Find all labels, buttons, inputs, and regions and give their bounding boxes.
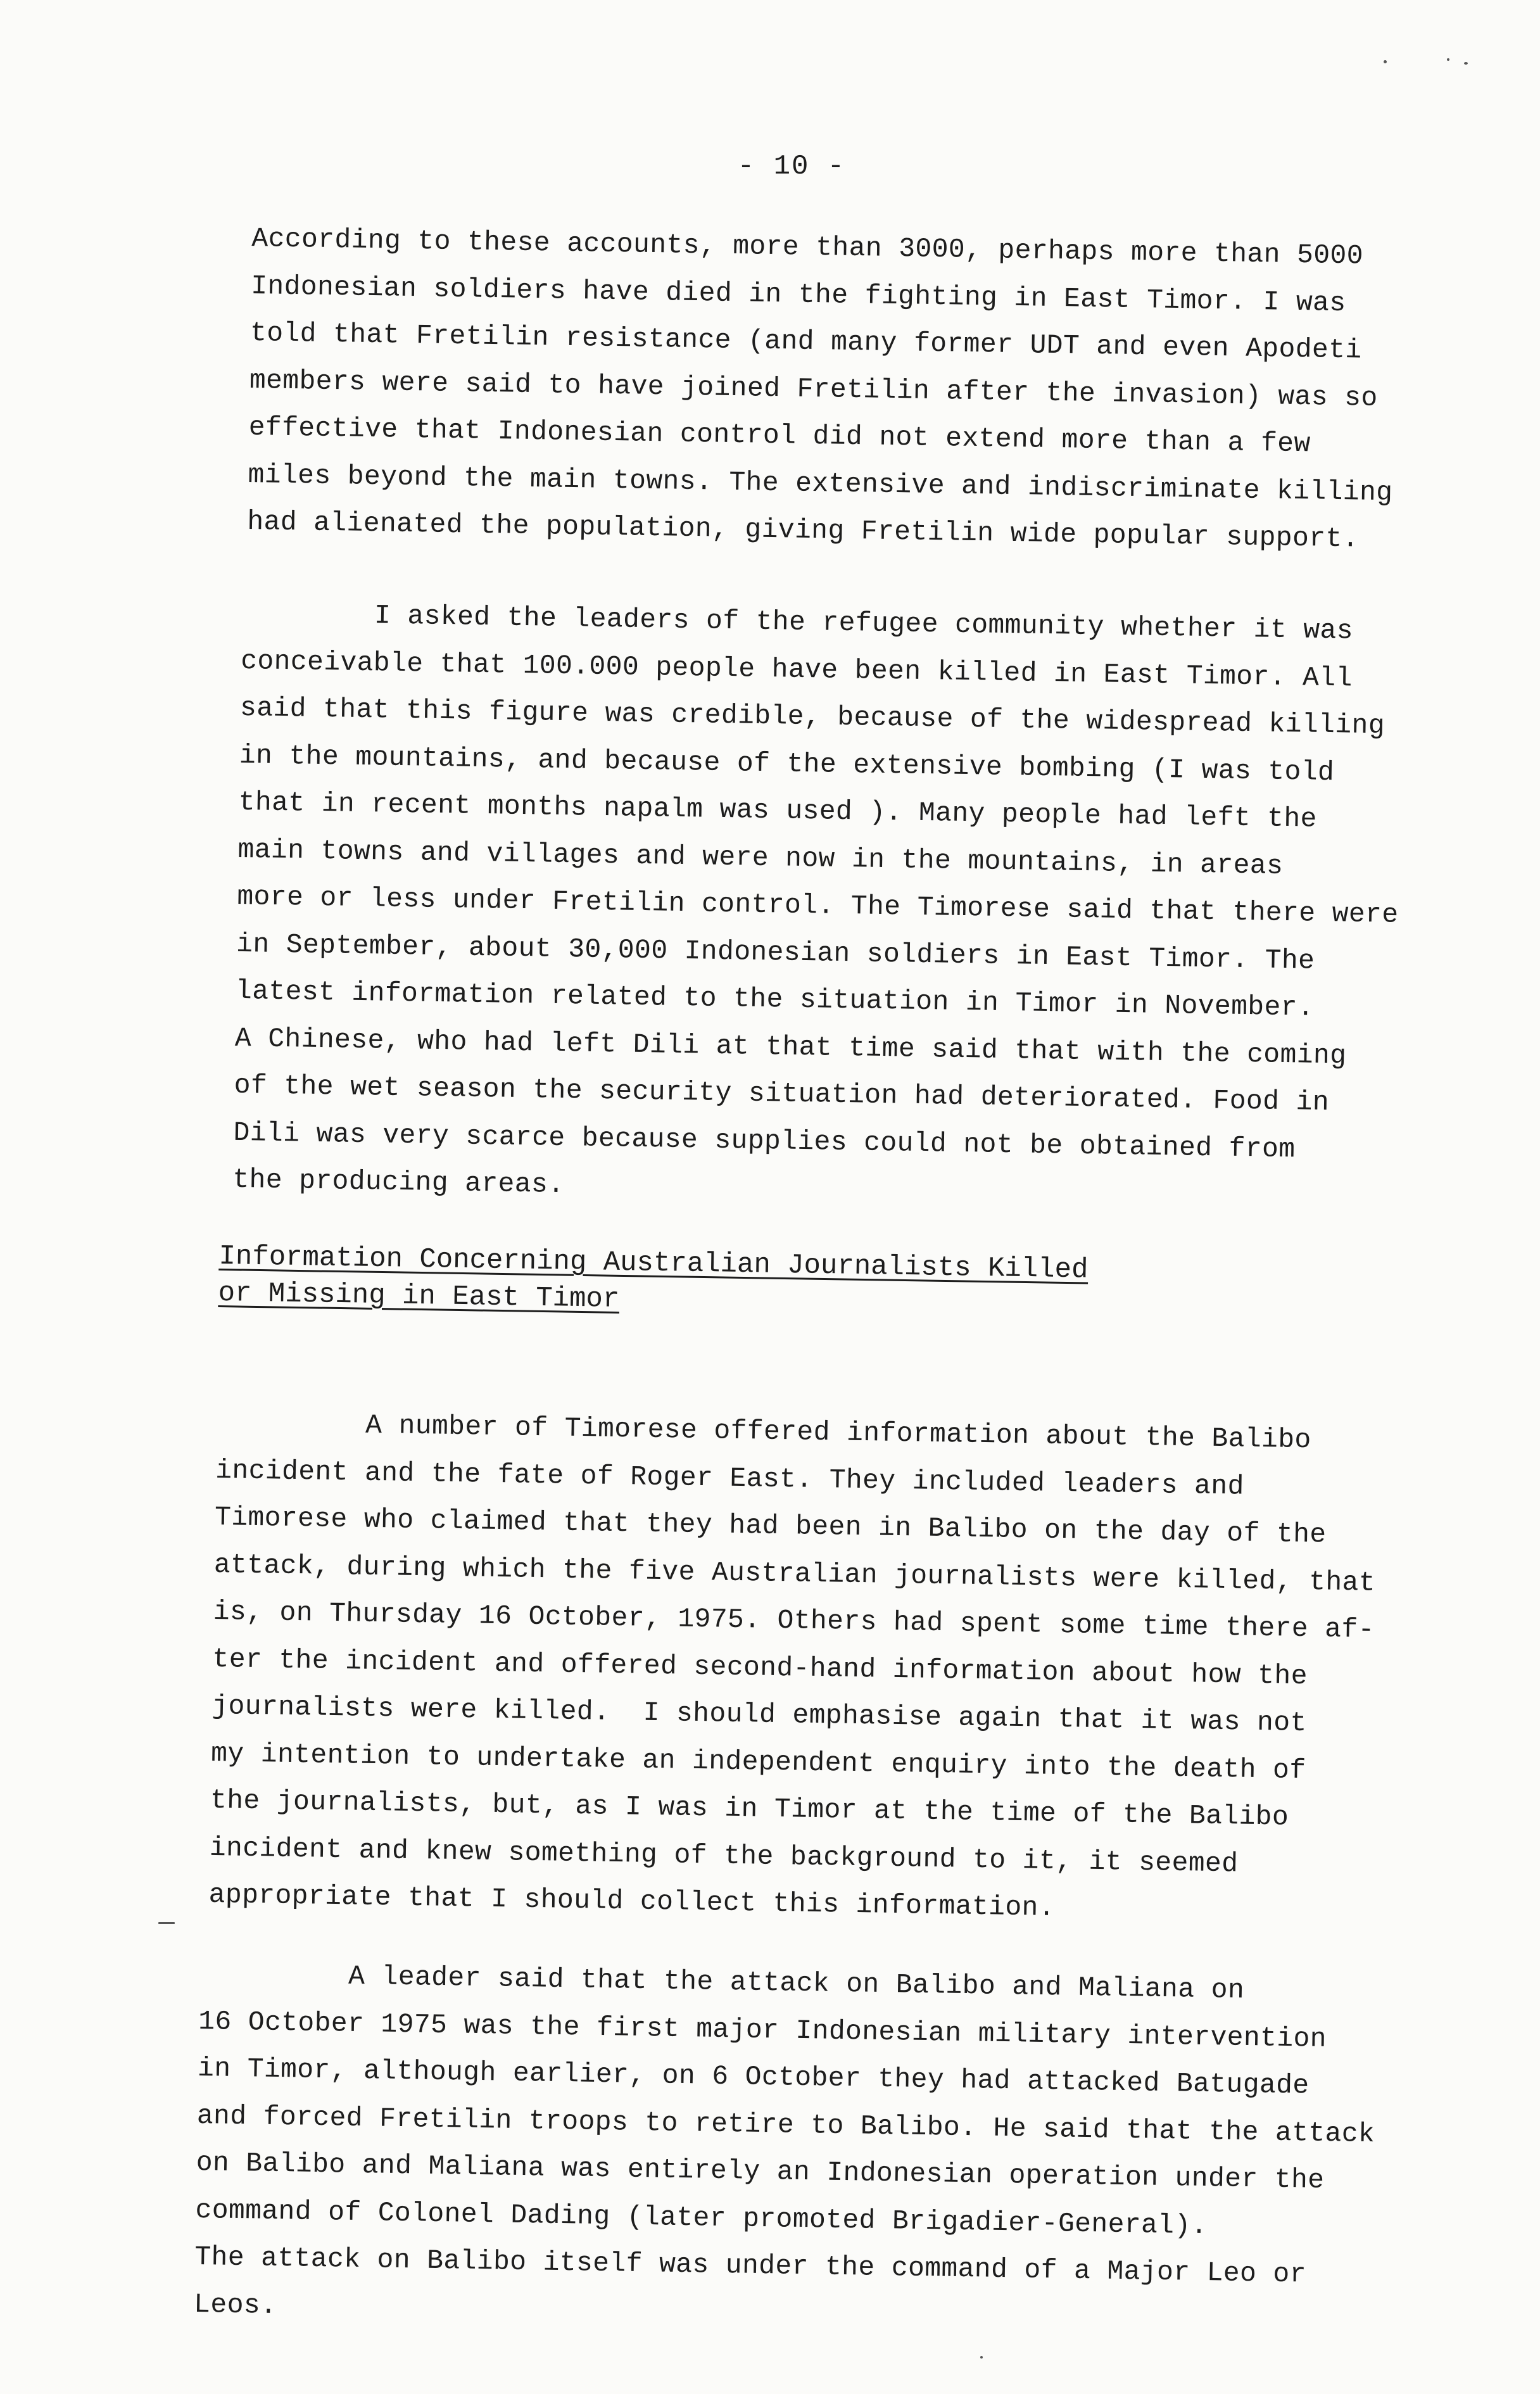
paragraph-balibo-information: A number of Timorese offered information about the Balibo incident and the fate of Roger East. They included leaders and Timorese who claimed that they had been in Balibo on the day of the attack, during which the five Australian journalists were killed, that is, on Thursday 16 October, 1975. Others had spent some time there af- ter the incident and offered second-hand information about how the journalists were killed. I should emphasise again that it was not my intention to undertake an independent enquiry into the death of the journalists, but, as I was in Timor at the time of the Balibo incident and knew something of the background to it, it seemed appropriate that I should collect this information. (208, 1407, 1376, 1923)
scan-speck (1447, 58, 1449, 61)
paragraph-soldier-casualties: According to these accounts, more than 3000, perhaps more than 5000 Indonesian soldiers have died in the fighting in East Timor. I was told that Fretilin resistance (and many former UDT and even Apodeti members were said to have joined Fretilin after the invasion) was so effective that Indonesian control did not extend more than a few miles beyond the main towns. The extensive and indiscriminate killing had alienated the population, giving Fretilin wide popular support. (247, 222, 1393, 555)
scan-speck (158, 1922, 175, 1924)
scan-speck (980, 2356, 983, 2359)
paragraph-balibo-attack: A leader said that the attack on Balibo and Maliana on 16 October 1975 was the first major Indonesian military intervention in Timor, although earlier, on 6 October they had attacked Batugade and forced Fretilin troops to retire to Balibo. He said that the attack on Balibo and Maliana was entirely an Indonesian operation under the command of Colonel Dading (later promoted Brigadier-General). The attack on Balibo itself was under the command of a Major Leo or Leos. (193, 1958, 1375, 2321)
paragraph-refugee-estimates: I asked the leaders of the refugee community whether it was conceivable that 100.000 people have been killed in East Timor. All said that this figure was credible, because of the widespread killing in the mountains, and because of the extensive bombing (I was told that in recent months napalm was used ). Many people had left the main towns and villages and were now in the mountains, in areas more or less under Fretilin control. The Timorese said that there were in September, about 30,000 Indonesian soldiers in East Timor. The latest information related to the situation in Timor in November. A Chinese, who had left Dili at that time said that with the coming of the wet season the security situation had deteriorated. Food in Dili was very scarce because supplies could not be obtained from the producing areas. (232, 597, 1399, 1201)
scan-speck (1384, 60, 1387, 63)
page-number: - 10 - (737, 151, 846, 182)
section-heading-line-2: or Missing in East Timor (218, 1277, 620, 1315)
section-heading-line-1: Information Concerning Australian Journalists Killed (218, 1240, 1089, 1286)
scan-speck (1464, 62, 1468, 65)
section-heading (218, 1238, 1089, 1326)
